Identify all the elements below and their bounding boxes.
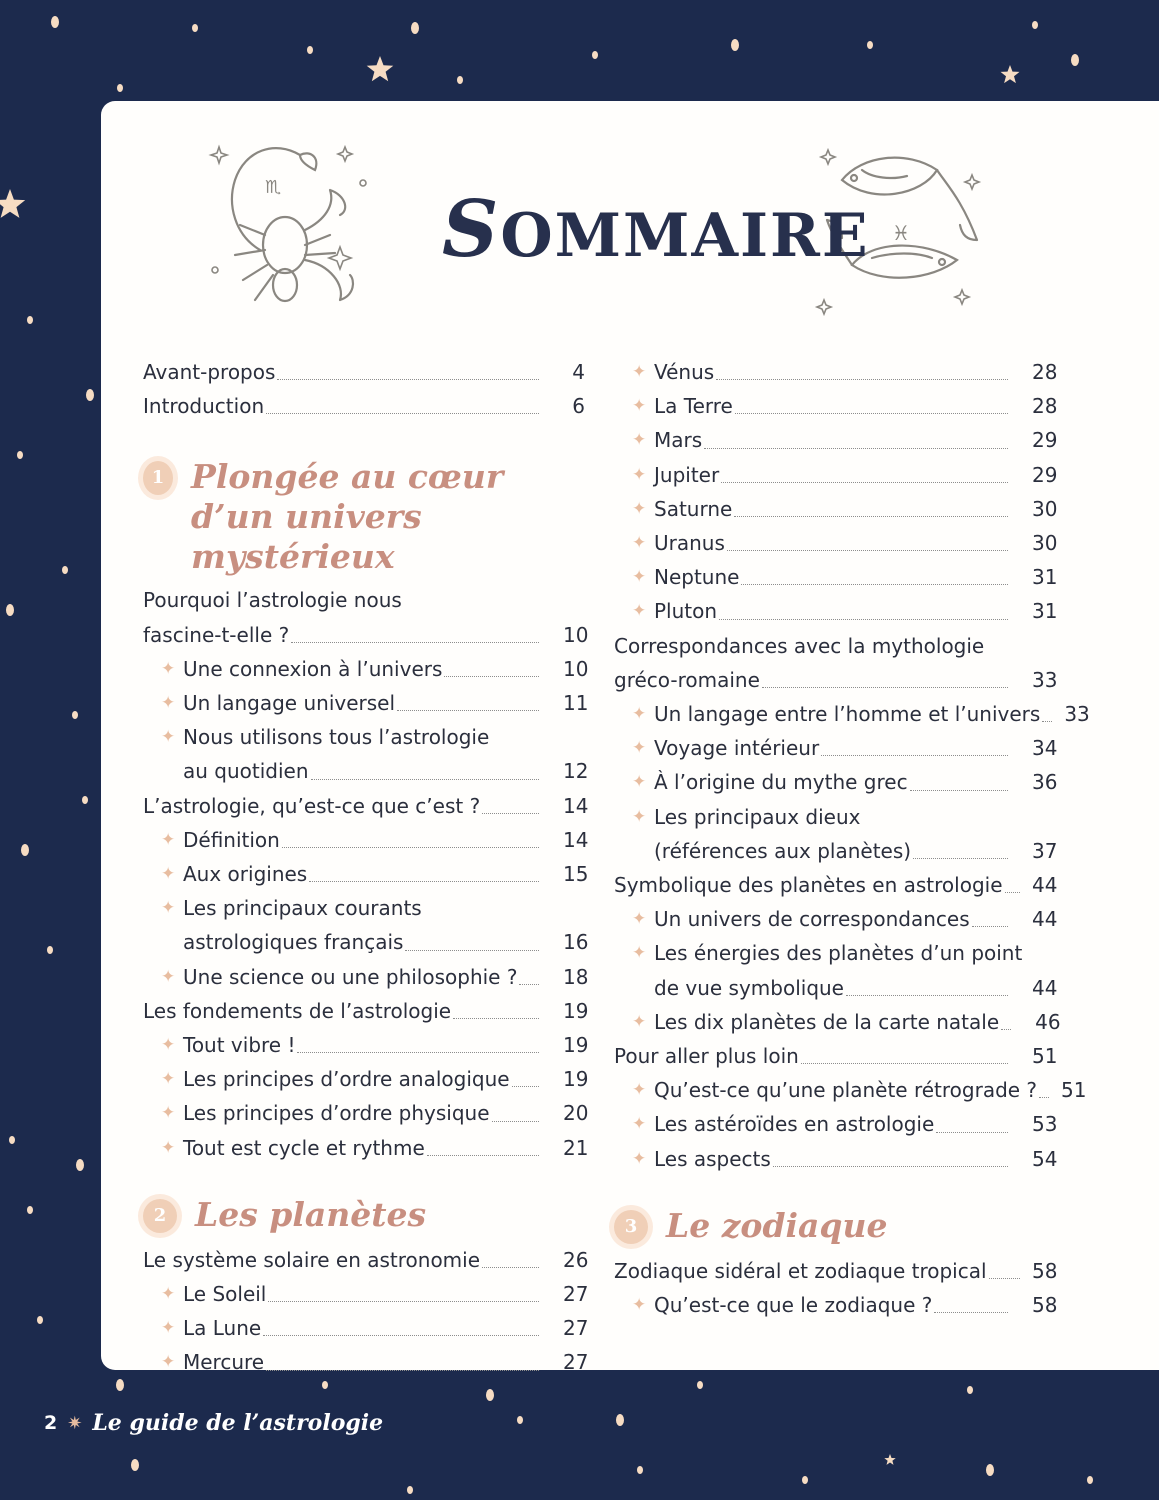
toc-entry-label: Les fondements de l’astrologie (143, 998, 452, 1023)
background-dot (9, 1136, 15, 1144)
toc-page-number: 31 (1032, 565, 1058, 590)
toc-subentry[interactable] (143, 1096, 589, 1130)
dot-leader (735, 413, 1008, 414)
dot-leader (989, 1278, 1020, 1279)
toc-entry-label: ✦ Voyage intérieur (614, 731, 819, 765)
toc-subentry[interactable] (614, 1107, 1058, 1141)
toc-entry[interactable] (143, 994, 589, 1028)
dot-leader (704, 448, 1008, 449)
dot-leader (1039, 1097, 1049, 1098)
dot-leader (482, 1267, 539, 1268)
toc-subentry[interactable] (614, 594, 1058, 628)
background-dot (486, 1389, 494, 1401)
scorpio-icon (205, 135, 375, 315)
toc-page-number: 14 (563, 827, 589, 852)
toc-page-number: 10 (563, 622, 589, 647)
toc-entry-introduction[interactable] (143, 389, 585, 423)
toc-subentry[interactable] (614, 1142, 1058, 1176)
dot-leader (492, 1121, 539, 1122)
dot-leader (716, 379, 1008, 380)
toc-entry-label: Zodiaque sidéral et zodiaque tropical (614, 1258, 987, 1283)
section-number-badge: 1 (143, 461, 173, 495)
toc-subentry[interactable] (614, 389, 1058, 423)
toc-subentry[interactable] (143, 1028, 589, 1062)
toc-subentry[interactable] (143, 857, 589, 891)
toc-entry-label: Avant-propos (143, 360, 276, 384)
toc-page-number: 37 (1032, 838, 1058, 863)
toc-entry-label: ✦ Qu’est-ce qu’une planète rétrograde ? (614, 1073, 1037, 1107)
dot-leader (427, 1155, 539, 1156)
background-dot (867, 41, 873, 49)
dot-leader (741, 584, 1008, 585)
toc-page-number: 33 (1064, 702, 1090, 727)
toc-entry-label: ✦ Les astéroïdes en astrologie (614, 1107, 934, 1141)
dot-leader (453, 1018, 539, 1019)
background-dot (1087, 1476, 1093, 1484)
background-star-icon (884, 1454, 895, 1465)
toc-subentry[interactable] (614, 355, 1058, 389)
background-dot (1071, 54, 1079, 66)
dot-leader (910, 790, 1008, 791)
toc-entry-label: gréco-romaine (614, 667, 760, 692)
dot-leader (444, 676, 539, 677)
background-dot (27, 316, 33, 324)
toc-page-number: 21 (563, 1135, 589, 1160)
toc-entry-label: ✦ À l’origine du mythe grec (614, 765, 908, 799)
toc-page-number: 53 (1032, 1112, 1058, 1137)
toc-page-number: 29 (1032, 428, 1058, 453)
toc-page-number: 44 (1032, 907, 1058, 932)
toc-subentry[interactable] (143, 823, 589, 857)
toc-entry-label: ✦ Les dix planètes de la carte natale (614, 1005, 999, 1039)
toc-page-number: 34 (1032, 736, 1058, 761)
star-icon: ✷ (67, 1412, 83, 1434)
background-dot (72, 711, 78, 719)
toc-entry[interactable] (143, 618, 589, 652)
background-dot (17, 451, 23, 459)
toc-entry-avant-propos[interactable] (143, 355, 585, 389)
dot-leader (405, 950, 539, 951)
toc-page-number: 30 (1032, 496, 1058, 521)
background-dot (27, 1206, 33, 1214)
toc-page-number: 6 (572, 394, 585, 419)
dot-leader (1001, 1029, 1011, 1030)
dot-leader (727, 550, 1008, 551)
toc-entry[interactable] (614, 1039, 1058, 1073)
background-dot (116, 1379, 124, 1391)
toc-entry-label: ✦ Jupiter (614, 458, 719, 492)
toc-page-number: 12 (563, 759, 589, 784)
background-dot (1032, 21, 1038, 29)
toc-entry-label: ✦ La Lune (143, 1311, 261, 1345)
background-dot (51, 16, 59, 28)
toc-entry-label: fascine-t-elle ? (143, 622, 290, 647)
toc-page-number: 15 (563, 862, 589, 887)
toc-subentry[interactable] (614, 731, 1058, 765)
toc-entry-label: ✦ Les aspects (614, 1142, 771, 1176)
background-dot (592, 51, 598, 59)
dot-leader (1005, 892, 1020, 893)
toc-right-column (614, 355, 1090, 1322)
background-dot (407, 1486, 413, 1494)
dot-leader (762, 687, 1008, 688)
toc-subentry[interactable] (143, 1345, 589, 1379)
toc-page-number: 51 (1061, 1078, 1087, 1103)
section-number-badge: 2 (143, 1199, 177, 1233)
dot-leader (263, 1335, 539, 1336)
toc-subentry-line1[interactable]: ✦ Nous utilisons tous l’astrologie (143, 720, 585, 754)
toc-entry-label: de vue symbolique (654, 975, 844, 1000)
toc-page-number: 16 (563, 930, 589, 955)
dot-leader (1042, 721, 1052, 722)
toc-page-number: 19 (563, 1067, 589, 1092)
toc-page-number: 4 (572, 360, 585, 384)
section-1-heading[interactable] (143, 457, 585, 577)
toc-subentry[interactable] (143, 754, 589, 788)
background-dot (192, 24, 198, 32)
dot-leader (482, 813, 539, 814)
toc-subentry-line1[interactable]: ✦ Les principaux courants (143, 891, 585, 925)
toc-subentry[interactable] (143, 925, 589, 959)
background-dot (517, 1416, 523, 1424)
background-dot (21, 844, 29, 856)
toc-page-number: 27 (563, 1282, 589, 1307)
background-dot (47, 946, 53, 954)
toc-subentry-line1[interactable]: ✦ Les énergies des planètes d’un point (614, 936, 1054, 970)
toc-entry-label: ✦ Uranus (614, 526, 725, 560)
toc-entry[interactable] (614, 868, 1058, 902)
toc-entry-label: Pour aller plus loin (614, 1044, 799, 1069)
background-dot (322, 1381, 328, 1389)
toc-entry-label: Le système solaire en astronomie (143, 1247, 481, 1272)
page-title-initial: S (442, 184, 501, 275)
background-dot (131, 1459, 139, 1471)
dot-leader (309, 881, 539, 882)
background-dot (986, 1464, 994, 1476)
dot-leader (311, 779, 539, 780)
dot-leader (801, 1063, 1008, 1064)
toc-entry-label: Symbolique des planètes en astrologie (614, 873, 1003, 898)
toc-entry-label: ✦ Vénus (614, 355, 714, 389)
dot-leader (934, 1312, 1008, 1313)
toc-entry[interactable] (143, 1243, 589, 1277)
toc-subentry[interactable] (143, 1311, 589, 1345)
toc-entry-label: (références aux planètes) (654, 838, 912, 863)
toc-subentry[interactable] (614, 458, 1058, 492)
dot-leader (519, 984, 539, 985)
dot-leader (266, 1370, 539, 1371)
dot-leader (277, 379, 539, 380)
page-title-rest: OMMAIRE (500, 201, 870, 271)
page-footer (44, 1410, 383, 1436)
toc-subentry[interactable] (614, 971, 1058, 1005)
toc-entry-label: Introduction (143, 394, 265, 419)
toc-page-number: 19 (563, 1033, 589, 1058)
dot-leader (282, 847, 539, 848)
background-dot (117, 84, 123, 92)
toc-subentry[interactable] (614, 1005, 1061, 1039)
toc-subentry[interactable] (143, 1062, 589, 1096)
toc-page-number: 27 (563, 1316, 589, 1341)
toc-subentry[interactable] (614, 765, 1058, 799)
svg-text:♏: ♏ (265, 177, 282, 198)
toc-subentry[interactable] (614, 423, 1058, 457)
dot-leader (913, 858, 1008, 859)
toc-entry-label: astrologiques français (183, 930, 404, 955)
toc-page-number: 33 (1032, 667, 1058, 692)
toc-subentry[interactable] (614, 1073, 1087, 1107)
toc-entry-label: ✦ Neptune (614, 560, 739, 594)
toc-subentry[interactable] (614, 526, 1058, 560)
toc-entry-label: ✦ Une connexion à l’univers (143, 652, 442, 686)
background-dot (86, 389, 94, 401)
toc-page-number: 31 (1032, 599, 1058, 624)
toc-page-number: 26 (563, 1247, 589, 1272)
toc-entry-label: ✦ Un univers de correspondances (614, 902, 970, 936)
toc-entry-label: ✦ Tout est cycle et rythme (143, 1131, 425, 1165)
toc-page-number: 51 (1032, 1044, 1058, 1069)
toc-entry-label: ✦ Tout vibre ! (143, 1028, 295, 1062)
background-dot (6, 604, 14, 616)
toc-entry-label: ✦ Pluton (614, 594, 717, 628)
toc-subentry[interactable] (614, 902, 1058, 936)
dot-leader (773, 1166, 1008, 1167)
toc-page-number: 30 (1032, 531, 1058, 556)
background-dot (697, 1381, 703, 1389)
background-dot (731, 39, 739, 51)
background-dot (62, 566, 68, 574)
dot-leader (734, 516, 1008, 517)
toc-page-number: 27 (563, 1350, 589, 1375)
toc-page-number: 54 (1032, 1146, 1058, 1171)
background-dot (82, 796, 88, 804)
background-dot (37, 1316, 43, 1324)
dot-leader (266, 413, 539, 414)
toc-entry-label: L’astrologie, qu’est-ce que c’est ? (143, 793, 481, 818)
toc-entry-label: ✦ Les principes d’ordre physique (143, 1096, 490, 1130)
toc-page-number: 11 (563, 691, 589, 716)
toc-page-number: 19 (563, 998, 589, 1023)
dot-leader (821, 755, 1008, 756)
toc-subentry[interactable] (143, 652, 589, 686)
toc-subentry[interactable] (614, 834, 1058, 868)
toc-page-number: 28 (1032, 394, 1058, 419)
toc-page-number: 29 (1032, 462, 1058, 487)
dot-leader (512, 1086, 539, 1087)
dot-leader (297, 1052, 539, 1053)
background-dot (457, 76, 463, 84)
toc-page-number: 44 (1032, 873, 1058, 898)
toc-page-number: 46 (1035, 1009, 1061, 1034)
section-title: Le zodiaque (666, 1205, 888, 1245)
background-dot (802, 1476, 808, 1484)
toc-entry-label: ✦ La Terre (614, 389, 733, 423)
toc-entry-line1[interactable]: Correspondances avec la mythologie (614, 633, 985, 658)
toc-subentry[interactable] (143, 1131, 589, 1165)
section-number-badge: 3 (614, 1210, 648, 1244)
svg-text:♓: ♓ (892, 221, 910, 245)
dot-leader (719, 619, 1008, 620)
toc-left-column (143, 355, 589, 1380)
dot-leader (291, 642, 539, 643)
toc-page-number: 18 (563, 964, 589, 989)
toc-entry-label: ✦ Mercure (143, 1345, 264, 1379)
dot-leader (846, 995, 1008, 996)
toc-subentry[interactable] (143, 686, 589, 720)
toc-entry-label: ✦ Définition (143, 823, 280, 857)
toc-entry-label: ✦ Saturne (614, 492, 732, 526)
background-star-icon (367, 56, 394, 81)
background-dot (307, 46, 313, 54)
toc-subentry[interactable] (614, 560, 1058, 594)
toc-entry-label: au quotidien (183, 759, 309, 784)
section-title-line: d’un univers mystérieux (191, 497, 422, 577)
toc-page-number: 10 (563, 656, 589, 681)
footer-page-number: 2 (44, 1412, 58, 1434)
dot-leader (972, 926, 1008, 927)
footer-book-title: Le guide de l’astrologie (92, 1410, 384, 1436)
toc-subentry[interactable] (143, 1277, 589, 1311)
toc-page-number: 44 (1032, 975, 1058, 1000)
toc-subentry[interactable] (614, 1288, 1058, 1322)
background-star-icon (0, 189, 25, 218)
toc-subentry[interactable] (614, 492, 1058, 526)
toc-page-number: 58 (1032, 1258, 1058, 1283)
toc-page-number: 36 (1032, 770, 1058, 795)
toc-entry[interactable] (143, 789, 589, 823)
toc-entry-line1[interactable]: Pourquoi l’astrologie nous (143, 588, 402, 613)
toc-entry-label: ✦ Les principes d’ordre analogique (143, 1062, 510, 1096)
toc-page-number: 58 (1032, 1293, 1058, 1318)
toc-entry[interactable] (614, 1254, 1058, 1288)
background-dot (967, 1386, 973, 1394)
background-dot (411, 22, 419, 34)
toc-page-number: 20 (563, 1101, 589, 1126)
toc-entry-label: ✦ Un langage universel (143, 686, 395, 720)
toc-page-number: 28 (1032, 360, 1058, 384)
toc-entry[interactable] (614, 663, 1058, 697)
dot-leader (721, 482, 1008, 483)
toc-subentry[interactable] (614, 697, 1090, 731)
section-2-heading[interactable] (143, 1195, 585, 1235)
background-star-icon (1001, 65, 1020, 83)
background-dot (616, 1414, 624, 1426)
toc-entry-label: ✦ Mars (614, 423, 702, 457)
toc-subentry-line1[interactable]: ✦ Les principaux dieux (614, 800, 1054, 834)
toc-entry-label: ✦ Une science ou une philosophie ? (143, 960, 517, 994)
page-title (442, 180, 870, 280)
toc-subentry[interactable] (143, 960, 589, 994)
section-title: Les planètes (195, 1194, 427, 1234)
dot-leader (936, 1132, 1008, 1133)
toc-entry-label: ✦ Qu’est-ce que le zodiaque ? (614, 1288, 932, 1322)
background-dot (76, 1159, 84, 1171)
dot-leader (268, 1301, 539, 1302)
toc-entry-label: ✦ Le Soleil (143, 1277, 266, 1311)
toc-entry-label: ✦ Un langage entre l’homme et l’univers (614, 697, 1040, 731)
background-dot (637, 1466, 643, 1474)
section-title-line: Plongée au cœur (191, 457, 504, 497)
toc-entry-label: ✦ Aux origines (143, 857, 307, 891)
toc-page-number: 14 (563, 793, 589, 818)
dot-leader (397, 710, 539, 711)
section-3-heading[interactable] (614, 1206, 1054, 1246)
